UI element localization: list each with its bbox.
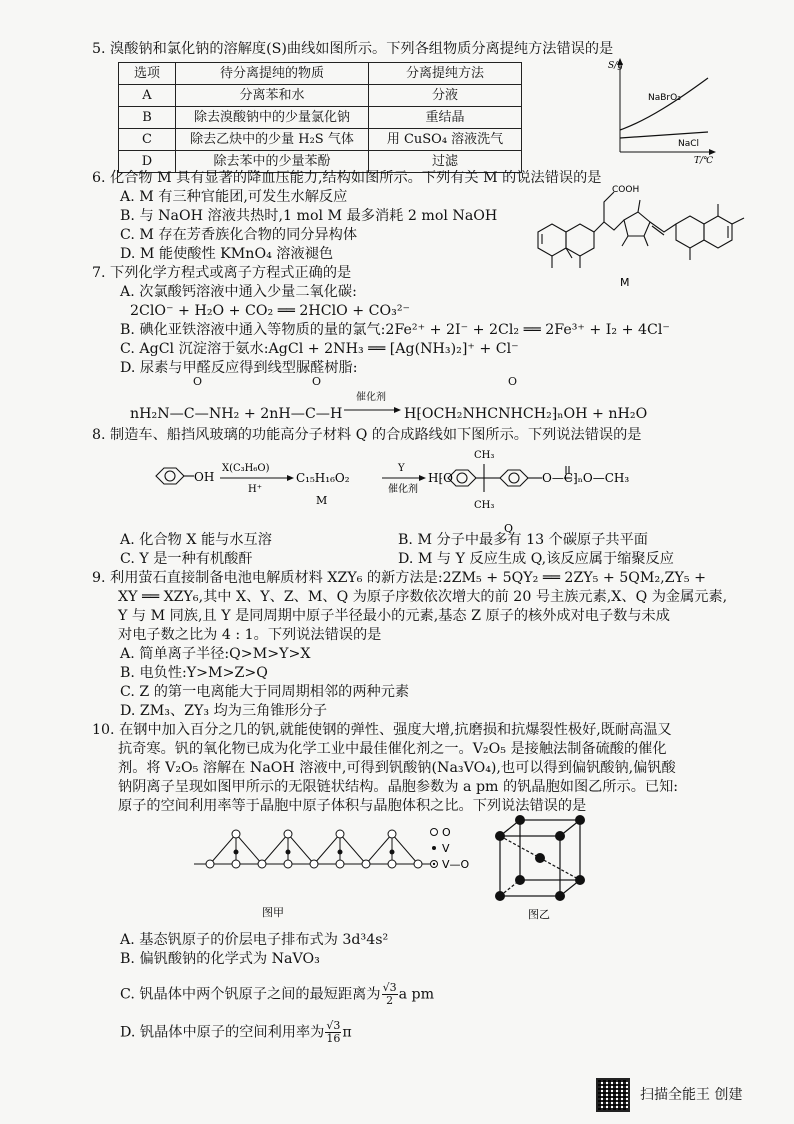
q10-line-5: 原子的空间利用率等于晶胞中原子体积与晶胞体积之比。下列说法错误的是	[118, 798, 587, 814]
table-cell: 除去乙炔中的少量 H₂S 气体	[176, 129, 369, 151]
table-cell: D	[119, 151, 176, 173]
q7-option-a-equation: 2ClO⁻ + H₂O + CO₂ ══ 2HClO + CO₃²⁻	[130, 303, 411, 319]
formaldehyde-carbonyl-o: O	[312, 375, 322, 388]
reagent-y: Y	[398, 463, 405, 474]
q8-option-a: A. 化合物 X 能与水互溶	[120, 532, 272, 548]
q10-line-2: 抗奇寒。钒的氧化物已成为化学工业中最佳催化剂之一。V₂O₅ 是接触法制备硫酸的催化	[118, 741, 667, 757]
legend-oxygen: O	[442, 826, 451, 839]
table-cell: 重结晶	[369, 107, 522, 129]
solubility-graph	[608, 56, 720, 164]
q7-option-c: C. AgCl 沉淀溶于氨水:AgCl + 2NH₃ ══ [Ag(NH₃)₂]⁺ + Cl⁻	[120, 341, 519, 357]
table-cell: B	[119, 107, 176, 129]
q8-option-c: C. Y 是一种有机酸酐	[120, 551, 253, 567]
resin-carbonyl-o: O	[508, 375, 518, 388]
svg-text:O—C⁆ₙO—CH₃: O—C⁆ₙO—CH₃	[542, 471, 630, 485]
synthesis-route	[150, 444, 670, 536]
nabro3-curve	[620, 78, 708, 130]
q10-line-3: 剂。将 V₂O₅ 溶解在 NaOH 溶液中,可得到钒酸钠(Na₃VO₄),也可以得到偏钒酸钠,偏钒酸	[118, 760, 676, 776]
q9-line-1: 9. 利用萤石直接制备电池电解质材料 XZY₆ 的新方法是:2ZM₅ + 5QY₂ ══ 2ZY₅ + 5QM₂,ZY₅ +	[92, 570, 706, 586]
q10-option-d	[120, 1020, 352, 1045]
q10-option-d-text: D. 钒晶体中原子的空间利用率为	[120, 1024, 325, 1041]
packing-fraction: $\frac{√3}{16}$	[326, 1019, 341, 1045]
table-cell: 用 CuSO₄ 溶液洗气	[369, 129, 522, 151]
q6-option-b: B. 与 NaOH 溶液共热时,1 mol M 最多消耗 2 mol NaOH	[120, 208, 498, 224]
polymerization-catalyst: 催化剂	[388, 484, 418, 495]
q10-line-1: 10. 在钢中加入百分之几的钒,就能使钢的弹性、强度大增,抗磨损和抗爆裂性极好,既耐高温又	[92, 722, 672, 738]
cooh-label: COOH	[612, 185, 640, 195]
table-cell: A	[119, 85, 176, 107]
methyl-bottom: CH₃	[474, 500, 495, 511]
phenol-oh: OH	[194, 470, 215, 484]
acid-catalyst: H⁺	[248, 484, 262, 495]
y-axis-label: S/g	[608, 61, 623, 71]
curve-label-nacl: NaCl	[678, 139, 700, 149]
qr-code-icon	[596, 1078, 630, 1112]
distance-fraction: $\frac{√3}{2}$	[382, 981, 397, 1007]
q6-option-c: C. M 存在芳香族化合物的同分异构体	[120, 227, 358, 243]
methyl-top: CH₃	[474, 450, 495, 461]
q7-option-a: A. 次氯酸钙溶液中通入少量二氧化碳:	[120, 284, 357, 300]
separation-table	[118, 62, 522, 173]
reagent-x: X(C₃H₆O)	[222, 463, 270, 474]
q7-d-right-side: H⁅OCH₂NHCNHCH₂⁆ₙOH + nH₂O	[404, 406, 648, 422]
q5-stem: 5. 溴酸钠和氯化钠的溶解度(S)曲线如图所示。下列各组物质分离提纯方法错误的是	[92, 41, 614, 57]
legend-vo-bond: V—O	[442, 858, 470, 871]
figure-b-caption: 图乙	[528, 908, 550, 921]
compound-label: M	[620, 276, 630, 289]
compound-m-structure	[528, 182, 760, 292]
q10-option-c-text: C. 钒晶体中两个钒原子之间的最短距离为	[120, 986, 381, 1003]
table-cell: C	[119, 129, 176, 151]
q9-line-3: Y 与 M 同族,且 Y 是同周期中原子半径最小的元素,基态 Z 原子的核外成对电子数与未成	[118, 608, 670, 624]
q6-stem: 6. 化合物 M 具有显著的降血压能力,结构如图所示。下列有关 M 的说法错误的是	[92, 170, 602, 186]
scanner-brand: 扫描全能王 创建	[640, 1087, 743, 1103]
q7-option-d: D. 尿素与甲醛反应得到线型脲醛树脂:	[120, 360, 358, 376]
q6-option-a: A. M 有三种官能团,可发生水解反应	[120, 189, 348, 205]
q10-option-c-unit: a pm	[398, 986, 435, 1003]
q9-line-4: 对电子数之比为 4 : 1。下列说法错误的是	[118, 627, 382, 643]
q8-option-d: D. M 与 Y 反应生成 Q,该反应属于缩聚反应	[398, 551, 674, 567]
curve-label-nabro3: NaBrO₃	[648, 93, 681, 103]
q7-option-b: B. 碘化亚铁溶液中通入等物质的量的氯气:2Fe²⁺ + 2I⁻ + 2Cl₂ ══ 2Fe³⁺ + I₂ + 4Cl⁻	[120, 322, 670, 338]
figure-a-caption: 图甲	[262, 906, 284, 918]
table-cell: 分离苯和水	[176, 85, 369, 107]
svg-text:H⁅O: H⁅O	[428, 471, 453, 485]
table-header: 分离提纯方法	[369, 63, 522, 85]
q10-option-b: B. 偏钒酸钠的化学式为 NaVO₃	[120, 951, 320, 967]
catalyst-label: 催化剂	[356, 392, 386, 403]
intermediate-formula: C₁₅H₁₆O₂	[296, 471, 350, 485]
table-cell: 除去苯中的少量苯酚	[176, 151, 369, 173]
intermediate-label: M	[316, 494, 328, 507]
table-header: 待分离提纯的物质	[176, 63, 369, 85]
legend-vanadium: V	[442, 842, 450, 855]
x-axis-label: T/℃	[694, 156, 714, 164]
q8-option-b: B. M 分子中最多有 13 个碳原子共平面	[398, 532, 648, 548]
q7-stem: 7. 下列化学方程式或离子方程式正确的是	[92, 265, 352, 281]
q9-option-a: A. 简单离子半径:Q>M>Y>X	[120, 646, 311, 662]
urea-carbonyl-o: O	[193, 375, 203, 388]
figure-b-bcc-cell	[488, 814, 598, 924]
polymer-label: Q	[504, 522, 514, 535]
q10-line-4: 钠阴离子呈现如图甲所示的无限链状结构。晶胞参数为 a pm 的钒晶胞如图乙所示。已知:	[118, 779, 679, 795]
q10-option-d-pi: π	[342, 1024, 352, 1041]
table-cell: 除去溴酸钠中的少量氯化钠	[176, 107, 369, 129]
nacl-curve	[620, 132, 708, 138]
table-cell: 分液	[369, 85, 522, 107]
q9-option-c: C. Z 的第一电离能大于同周期相邻的两种元素	[120, 684, 410, 700]
q6-option-d: D. M 能使酸性 KMnO₄ 溶液褪色	[120, 246, 334, 262]
reaction-arrow	[344, 405, 402, 415]
q10-option-c	[120, 982, 434, 1007]
q10-option-a: A. 基态钒原子的价层电子排布式为 3d³4s²	[120, 932, 389, 948]
table-header: 选项	[119, 63, 176, 85]
q7-d-left-side: nH₂N—C—NH₂ + 2nH—C—H	[130, 406, 343, 422]
table-cell: 过滤	[369, 151, 522, 173]
q9-option-d: D. ZM₃、ZY₃ 均为三角锥形分子	[120, 703, 328, 719]
q8-stem: 8. 制造车、船挡风玻璃的功能高分子材料 Q 的合成路线如下图所示。下列说法错误的是	[92, 427, 642, 443]
figure-a-vanadate-chain	[190, 818, 480, 918]
q9-line-2: XY ══ XZY₆,其中 X、Y、Z、M、Q 为原子序数依次增大的前 20 号主族元素,X、Q 为金属元素,	[118, 589, 728, 605]
q9-option-b: B. 电负性:Y>M>Z>Q	[120, 665, 268, 681]
